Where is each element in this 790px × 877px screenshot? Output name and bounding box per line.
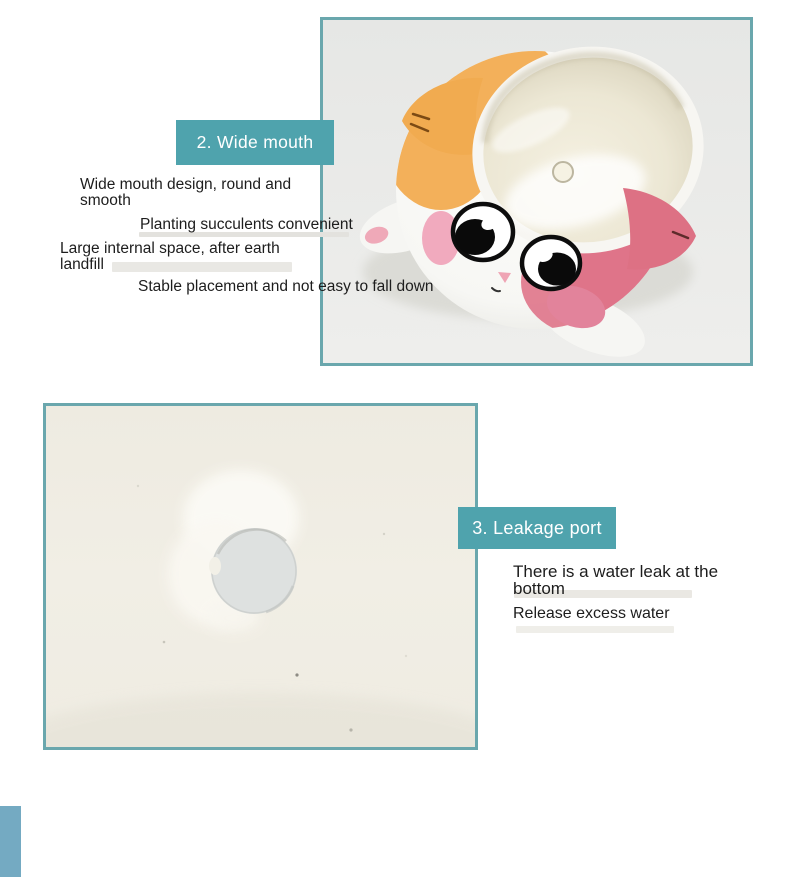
wide-mouth-label: 2. Wide mouth [176, 120, 334, 165]
note-wide-mouth-design: Wide mouth design, round and smooth [80, 176, 292, 209]
photo-leakage-port [43, 403, 478, 750]
note-release-excess-water: Release excess water [513, 605, 670, 622]
pot-bottom-illustration [46, 406, 475, 747]
accent-bar [0, 806, 21, 877]
note-large-internal-space: Large internal space, after earth landfill [60, 240, 280, 273]
photo-wide-mouth [320, 17, 753, 366]
leakage-port-label: 3. Leakage port [458, 507, 616, 549]
note-stable-placement: Stable placement and not easy to fall down [138, 278, 434, 295]
note-planting-succulents: Planting succulents convenient [140, 216, 353, 233]
erased-text-band [516, 626, 674, 633]
cat-pot-illustration [323, 20, 750, 363]
note-water-leak-bottom: There is a water leak at the bottom [513, 562, 719, 598]
